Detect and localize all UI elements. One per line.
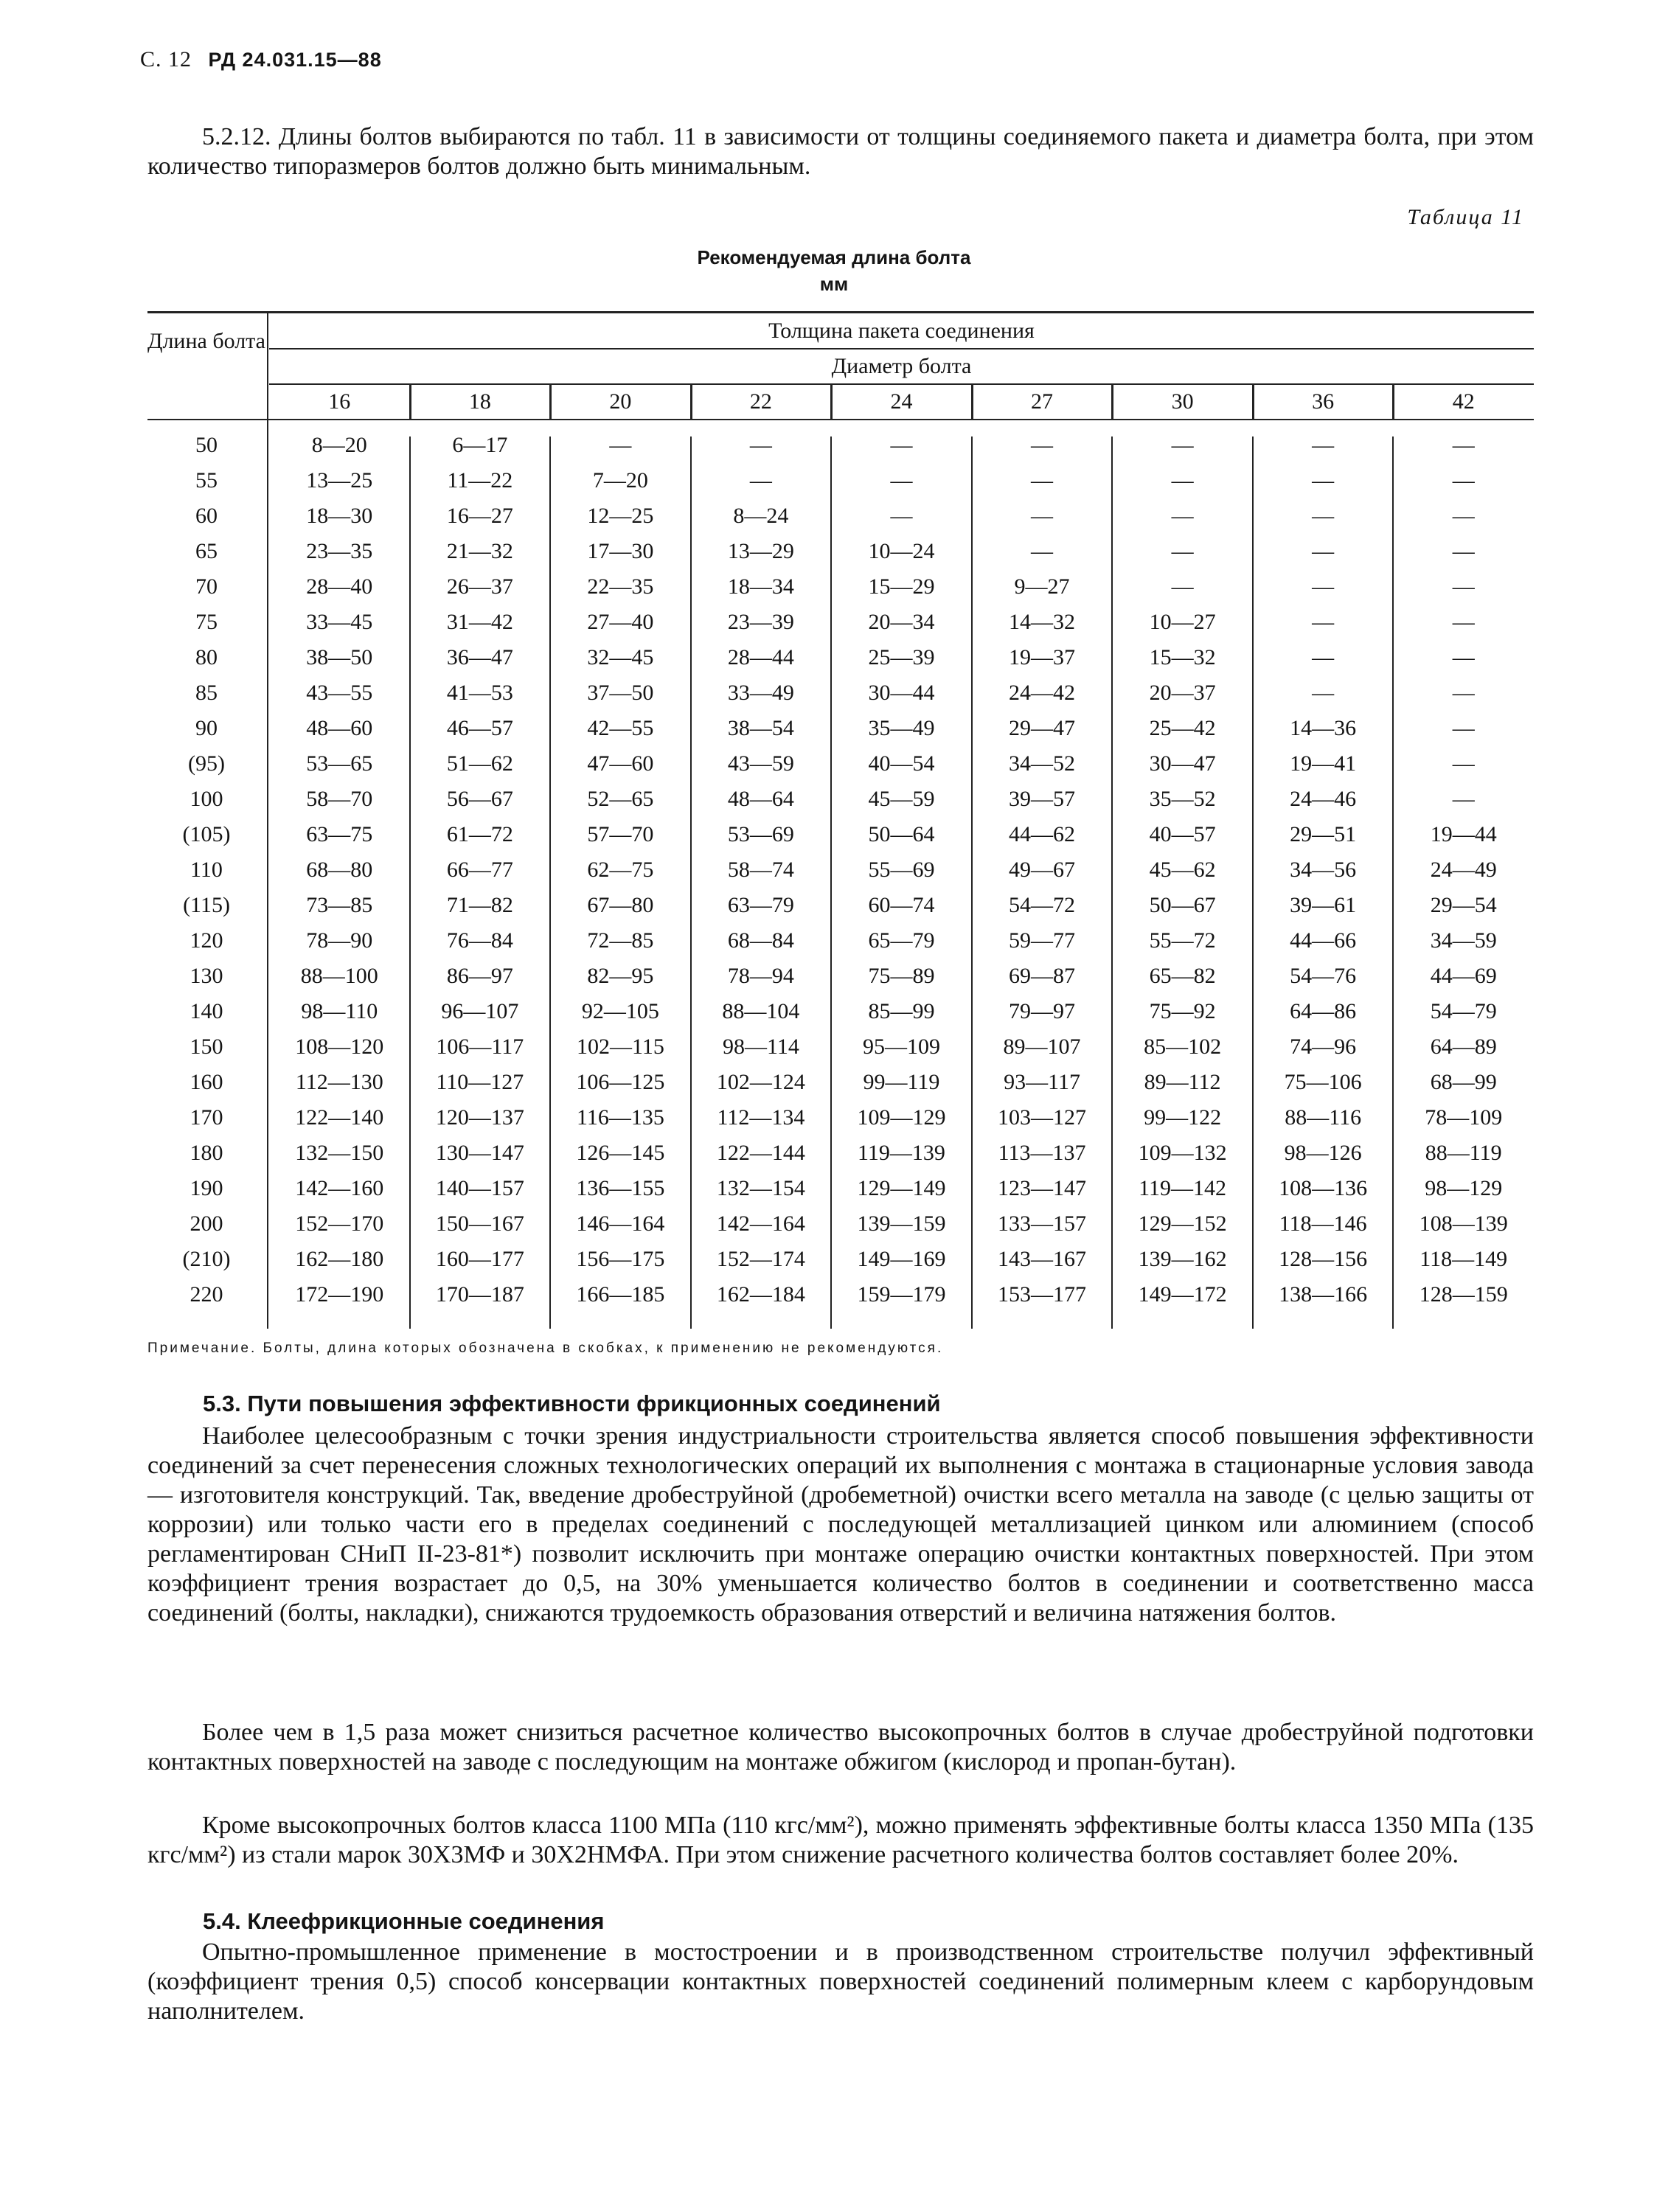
table-cell: — <box>1171 574 1194 599</box>
table-cell: 128—159 <box>1419 1282 1508 1307</box>
table-cell: — <box>1312 610 1335 634</box>
table-cell: 36—47 <box>446 645 513 669</box>
table-cell: 42—55 <box>587 716 654 740</box>
bolt-length-cell: (105) <box>182 822 231 846</box>
table-cell: 102—115 <box>576 1034 664 1059</box>
table-cell: 58—70 <box>306 787 373 811</box>
table-cell: 98—129 <box>1425 1176 1503 1200</box>
diameter-header-22: 22 <box>749 389 772 414</box>
table-cell: 67—80 <box>587 893 654 917</box>
header-column-divider <box>830 385 833 419</box>
table-cell: 44—69 <box>1430 964 1497 988</box>
table-cell: 39—57 <box>1009 787 1076 811</box>
table-cell: 152—174 <box>716 1247 805 1271</box>
table-cell: 89—112 <box>1144 1070 1221 1094</box>
table-cell: 61—72 <box>446 822 513 846</box>
table-cell: 75—89 <box>868 964 935 988</box>
table-cell: 66—77 <box>446 858 513 882</box>
table-cell: 32—45 <box>587 645 654 669</box>
bolt-length-cell: 55 <box>195 468 218 493</box>
table-cell: 132—154 <box>716 1176 805 1200</box>
table-cell: 38—54 <box>727 716 794 740</box>
table-cell: 79—97 <box>1009 999 1076 1023</box>
table-cell: — <box>1031 539 1054 563</box>
table-cell: 39—61 <box>1290 893 1357 917</box>
diameter-header-36: 36 <box>1312 389 1335 414</box>
table-cell: 57—70 <box>587 822 654 846</box>
row-header-label: Длина болта <box>147 329 265 353</box>
table-cell: — <box>609 433 632 457</box>
table-cell: 28—40 <box>306 574 373 599</box>
table-cell: — <box>1171 504 1194 528</box>
table-cell: 19—37 <box>1009 645 1076 669</box>
table-cell: 140—157 <box>435 1176 524 1200</box>
header-column-divider <box>409 385 411 419</box>
table-cell: 139—159 <box>857 1211 946 1236</box>
page-header <box>140 47 382 72</box>
diameter-header-42: 42 <box>1452 389 1475 414</box>
table-cell: 12—25 <box>587 504 654 528</box>
table-cell: 50—64 <box>868 822 935 846</box>
table-cell: 35—49 <box>868 716 935 740</box>
table-cell: 8—24 <box>733 504 789 528</box>
bolt-length-table <box>147 311 1534 1329</box>
table-cell: 112—130 <box>295 1070 383 1094</box>
table-cell: 17—30 <box>587 539 654 563</box>
table-cell: — <box>1452 504 1475 528</box>
table-cell: 122—140 <box>295 1105 384 1130</box>
table-cell: 159—179 <box>857 1282 946 1307</box>
table-cell: 110—127 <box>436 1070 524 1094</box>
table-cell: — <box>749 433 772 457</box>
table-cell: 20—37 <box>1149 681 1216 705</box>
diameter-header-24: 24 <box>890 389 913 414</box>
table-cell: — <box>1171 468 1194 493</box>
table-cell: — <box>1031 468 1054 493</box>
table-cell: 86—97 <box>446 964 513 988</box>
table-cell: 25—42 <box>1149 716 1216 740</box>
table-cell: 88—119 <box>1425 1141 1502 1165</box>
table-cell: 34—56 <box>1290 858 1357 882</box>
table-cell: 106—117 <box>436 1034 524 1059</box>
table-cell: 19—44 <box>1430 822 1497 846</box>
bolt-length-cell: 120 <box>190 928 223 953</box>
bolt-length-cell: (95) <box>188 751 225 776</box>
table-cell: — <box>1312 681 1335 705</box>
table-cell: 71—82 <box>446 893 513 917</box>
table-cell: 63—79 <box>727 893 794 917</box>
table-cell: 113—137 <box>998 1141 1086 1165</box>
table-cell: 132—150 <box>295 1141 384 1165</box>
table-cell: 40—57 <box>1149 822 1216 846</box>
table-cell: 54—72 <box>1009 893 1076 917</box>
table-cell: 108—139 <box>1419 1211 1508 1236</box>
intro-paragraph: 5.2.12. Длины болтов выбираются по табл. 11 в зависимости от толщины соединяемого пакета и диаметра болта, при этом количество типоразмеров болтов должно быть минимальным. <box>147 123 1534 180</box>
table-cell: 98—126 <box>1284 1141 1362 1165</box>
page-number: С. 12 <box>140 47 192 72</box>
table-cell: — <box>1312 468 1335 493</box>
table-cell: 46—57 <box>446 716 513 740</box>
sub-header: Диаметр болта <box>831 354 972 378</box>
bolt-length-cell: 80 <box>195 645 218 669</box>
table-cell: 126—145 <box>576 1141 665 1165</box>
table-cell: 18—34 <box>727 574 794 599</box>
table-cell: 146—164 <box>576 1211 665 1236</box>
table-cell: 24—46 <box>1290 787 1357 811</box>
table-cell: 16—27 <box>446 504 513 528</box>
bolt-length-cell: 60 <box>195 504 218 528</box>
table-cell: 99—119 <box>863 1070 940 1094</box>
table-cell: 53—65 <box>306 751 373 776</box>
table-cell: 49—67 <box>1009 858 1076 882</box>
table-cell: 156—175 <box>576 1247 665 1271</box>
table-cell: 128—156 <box>1279 1247 1368 1271</box>
table-cell: 138—166 <box>1279 1282 1368 1307</box>
table-cell: 31—42 <box>446 610 513 634</box>
table-cell: 98—114 <box>722 1034 799 1059</box>
table-cell: 34—59 <box>1430 928 1497 953</box>
table-cell: 99—122 <box>1144 1105 1222 1130</box>
bolt-length-cell: 75 <box>195 610 218 634</box>
table-cell: 69—87 <box>1009 964 1076 988</box>
table-cell: 25—39 <box>868 645 935 669</box>
table-cell: 50—67 <box>1149 893 1216 917</box>
table-cell: 43—55 <box>306 681 373 705</box>
table-cell: — <box>890 433 913 457</box>
header-column-divider <box>971 385 973 419</box>
header-column-divider <box>1111 385 1113 419</box>
table-cell: 96—107 <box>441 999 519 1023</box>
header-column-divider <box>690 385 692 419</box>
table-cell: 85—102 <box>1144 1034 1222 1059</box>
table-cell: 40—54 <box>868 751 935 776</box>
table-cell: — <box>1452 681 1475 705</box>
table-cell: 109—129 <box>857 1105 946 1130</box>
table-cell: 136—155 <box>576 1176 665 1200</box>
header-bottom-rule <box>147 419 1534 420</box>
section-5-3-paragraph-3: Кроме высокопрочных болтов класса 1100 МПа (110 кгс/мм²), можно применять эффективные болты класса 1350 МПа (135 кгс/мм²) из стали марок 30Х3МФ и 30Х2НМФА. При этом снижение расчетного количества болтов составляет более 20%. <box>147 1812 1534 1868</box>
table-cell: 10—27 <box>1149 610 1216 634</box>
table-cell: 24—42 <box>1009 681 1076 705</box>
table-unit: мм <box>819 273 849 295</box>
table-cell: 78—109 <box>1425 1105 1503 1130</box>
table-cell: 133—157 <box>998 1211 1087 1236</box>
table-cell: 14—32 <box>1009 610 1076 634</box>
table-cell: — <box>749 468 772 493</box>
table-cell: — <box>1452 539 1475 563</box>
diameter-header-20: 20 <box>609 389 632 414</box>
bolt-length-cell: 50 <box>195 433 218 457</box>
table-cell: 29—51 <box>1290 822 1357 846</box>
bolt-length-cell: 160 <box>190 1070 223 1094</box>
table-cell: 68—84 <box>727 928 794 953</box>
diameter-header-30: 30 <box>1171 389 1194 414</box>
table-cell: 170—187 <box>435 1282 524 1307</box>
table-cell: 143—167 <box>998 1247 1087 1271</box>
table-cell: — <box>1312 433 1335 457</box>
table-cell: 118—146 <box>1279 1211 1367 1236</box>
table-cell: 93—117 <box>1004 1070 1080 1094</box>
section-5-3-paragraph-2: Более чем в 1,5 раза может снизиться расчетное количество высокопрочных болтов в случае дробеструйной подготовки контактных поверхностей на заводе с последующим на монтаже обжигом (кислород и пропан-бутан). <box>147 1719 1534 1775</box>
sub-header-rule <box>269 383 1534 385</box>
table-cell: 76—84 <box>446 928 513 953</box>
table-cell: 119—142 <box>1139 1176 1227 1200</box>
table-cell: 55—69 <box>868 858 935 882</box>
table-cell: 18—30 <box>306 504 373 528</box>
table-cell: 64—89 <box>1430 1034 1497 1059</box>
table-cell: 150—167 <box>435 1211 524 1236</box>
table-cell: 166—185 <box>576 1282 665 1307</box>
table-cell: 38—50 <box>306 645 373 669</box>
table-cell: 95—109 <box>862 1034 940 1059</box>
table-cell: 51—62 <box>446 751 513 776</box>
table-cell: 78—90 <box>306 928 373 953</box>
table-cell: 172—190 <box>295 1282 384 1307</box>
table-cell: 11—22 <box>447 468 513 493</box>
table-cell: 23—39 <box>727 610 794 634</box>
table-cell: — <box>1312 539 1335 563</box>
table-cell: 75—92 <box>1149 999 1216 1023</box>
table-cell: — <box>1452 433 1475 457</box>
table-cell: 15—29 <box>868 574 935 599</box>
table-cell: 62—75 <box>587 858 654 882</box>
table-cell: 122—144 <box>716 1141 805 1165</box>
table-cell: — <box>1312 504 1335 528</box>
bolt-length-cell: 220 <box>190 1282 223 1307</box>
table-cell: 24—49 <box>1430 858 1497 882</box>
table-cell: 21—32 <box>446 539 513 563</box>
bolt-length-cell: 100 <box>190 787 223 811</box>
table-cell: 109—132 <box>1138 1141 1227 1165</box>
header-column-divider <box>1392 385 1394 419</box>
table-cell: — <box>890 468 913 493</box>
section-5-3-title: 5.3. Пути повышения эффективности фрикционных соединений <box>203 1391 941 1416</box>
table-cell: 28—44 <box>727 645 794 669</box>
table-cell: 149—169 <box>857 1247 946 1271</box>
table-cell: 88—100 <box>300 964 378 988</box>
table-cell: 20—34 <box>868 610 935 634</box>
table-cell: 35—52 <box>1149 787 1216 811</box>
table-cell: 44—66 <box>1290 928 1357 953</box>
table-cell: 116—135 <box>576 1105 664 1130</box>
table-cell: 48—60 <box>306 716 373 740</box>
table-cell: 129—152 <box>1138 1211 1227 1236</box>
table-cell: 64—86 <box>1290 999 1357 1023</box>
diameter-header-27: 27 <box>1031 389 1054 414</box>
table-cell: — <box>1452 468 1475 493</box>
bolt-length-cell: 150 <box>190 1034 223 1059</box>
table-cell: 10—24 <box>868 539 935 563</box>
section-5-3-paragraph-1: Наиболее целесообразным с точки зрения индустриальности строительства является способ повышения эффективности соединений за счет перенесения сложных технологических операций их выполнения с монтажа в стационарные условия завода — изготовителя конструкций. Так, введение дробеструйной (дробеметной) очистки всего металла на заводе (с целью защиты от коррозии) или только части его в пределах соединений с последующей металлизацией цинком или алюминием (способ регламентирован СНиП II-23-81*) позволит исключить при монтаже операцию очистки контактных поверхностей. При этом коэффициент трения возрастает до 0,5, на 30% уменьшается количество болтов в соединении и соответственно масса соединений (болты, накладки), снижаются трудоемкость образования отверстий и величина натяжения болтов. <box>147 1422 1534 1627</box>
table-cell: 162—184 <box>716 1282 805 1307</box>
table-cell: 68—80 <box>306 858 373 882</box>
table-cell: 13—25 <box>306 468 373 493</box>
table-cell: 129—149 <box>857 1176 946 1200</box>
header-column-divider <box>1252 385 1254 419</box>
row-header-divider <box>267 311 268 1329</box>
section-5-4-title: 5.4. Клеефрикционные соединения <box>203 1908 605 1934</box>
table-cell: 54—79 <box>1430 999 1497 1023</box>
table-cell: 123—147 <box>998 1176 1087 1200</box>
bolt-length-cell: 110 <box>190 858 223 882</box>
table-cell: 75—106 <box>1284 1070 1362 1094</box>
table-label: Таблица 11 <box>1407 205 1524 229</box>
table-cell: 63—75 <box>306 822 373 846</box>
table-cell: 48—64 <box>727 787 794 811</box>
table-cell: 14—36 <box>1290 716 1357 740</box>
table-cell: 59—77 <box>1009 928 1076 953</box>
table-cell: 88—116 <box>1285 1105 1362 1130</box>
table-cell: 33—49 <box>727 681 794 705</box>
table-cell: 130—147 <box>435 1141 524 1165</box>
table-cell: 142—164 <box>716 1211 805 1236</box>
table-cell: 149—172 <box>1138 1282 1227 1307</box>
bolt-length-cell: 85 <box>195 681 218 705</box>
bolt-length-cell: 65 <box>195 539 218 563</box>
table-cell: 37—50 <box>587 681 654 705</box>
table-cell: — <box>1452 645 1475 669</box>
table-cell: 73—85 <box>306 893 373 917</box>
table-cell: 112—134 <box>717 1105 805 1130</box>
bolt-length-cell: 90 <box>195 716 218 740</box>
table-cell: — <box>1171 433 1194 457</box>
diameter-header-16: 16 <box>328 389 351 414</box>
table-cell: 7—20 <box>592 468 648 493</box>
table-cell: 15—32 <box>1149 645 1216 669</box>
table-cell: 72—85 <box>587 928 654 953</box>
table-cell: 53—69 <box>727 822 794 846</box>
table-cell: 78—94 <box>727 964 794 988</box>
table-cell: 55—72 <box>1149 928 1216 953</box>
table-cell: 60—74 <box>868 893 935 917</box>
table-cell: 92—105 <box>581 999 659 1023</box>
table-cell: 102—124 <box>716 1070 805 1094</box>
table-cell: 152—170 <box>295 1211 384 1236</box>
table-cell: 30—44 <box>868 681 935 705</box>
table-cell: — <box>1031 433 1054 457</box>
table-cell: — <box>1452 574 1475 599</box>
table-cell: 106—125 <box>576 1070 665 1094</box>
table-top-rule <box>147 311 1534 313</box>
table-cell: 9—27 <box>1014 574 1070 599</box>
table-cell: 74—96 <box>1290 1034 1357 1059</box>
table-note: Примечание. Болты, длина которых обозначена в скобках, к применению не рекомендуются. <box>147 1340 944 1356</box>
header-column-divider <box>549 385 552 419</box>
table-cell: — <box>1031 504 1054 528</box>
table-cell: 34—52 <box>1009 751 1076 776</box>
table-cell: 142—160 <box>295 1176 384 1200</box>
table-cell: 103—127 <box>998 1105 1087 1130</box>
table-cell: 19—41 <box>1290 751 1357 776</box>
bolt-length-cell: (115) <box>183 893 230 917</box>
table-cell: 65—82 <box>1149 964 1216 988</box>
table-cell: 139—162 <box>1138 1247 1227 1271</box>
table-cell: 13—29 <box>727 539 794 563</box>
table-cell: 23—35 <box>306 539 373 563</box>
table-cell: 45—62 <box>1149 858 1216 882</box>
bolt-length-cell: 170 <box>190 1105 223 1130</box>
group-header: Толщина пакета соединения <box>768 319 1035 343</box>
bolt-length-cell: 130 <box>190 964 223 988</box>
table-cell: 29—47 <box>1009 716 1076 740</box>
table-cell: — <box>890 504 913 528</box>
table-cell: 6—17 <box>452 433 508 457</box>
bolt-length-cell: (210) <box>182 1247 231 1271</box>
table-cell: 120—137 <box>435 1105 524 1130</box>
table-cell: 33—45 <box>306 610 373 634</box>
table-cell: — <box>1171 539 1194 563</box>
table-cell: 108—120 <box>295 1034 384 1059</box>
table-cell: 43—59 <box>727 751 794 776</box>
bolt-length-cell: 190 <box>190 1176 223 1200</box>
table-cell: 162—180 <box>295 1247 384 1271</box>
bolt-length-cell: 140 <box>190 999 223 1023</box>
group-header-rule <box>269 348 1534 349</box>
document-code: РД 24.031.15—88 <box>208 49 382 71</box>
table-cell: 27—40 <box>587 610 654 634</box>
section-5-4-paragraph: Опытно-промышленное применение в мостостроении и в производственном строительстве получил эффективный (коэффициент трения 0,5) способ консервации контактных поверхностей соединений полимерным клеем с карборундовым наполнителем. <box>147 1938 1534 2025</box>
bolt-length-cell: 70 <box>195 574 218 599</box>
table-cell: 56—67 <box>446 787 513 811</box>
table-cell: — <box>1452 787 1475 811</box>
table-cell: 98—110 <box>301 999 378 1023</box>
table-cell: 119—139 <box>858 1141 945 1165</box>
table-cell: 44—62 <box>1009 822 1076 846</box>
table-cell: 82—95 <box>587 964 654 988</box>
table-cell: 68—99 <box>1430 1070 1497 1094</box>
table-title: Рекомендуемая длина болта <box>697 246 971 268</box>
table-cell: 30—47 <box>1149 751 1216 776</box>
bolt-length-cell: 180 <box>190 1141 223 1165</box>
bolt-length-cell: 200 <box>190 1211 223 1236</box>
table-cell: 118—149 <box>1419 1247 1508 1271</box>
table-cell: 41—53 <box>446 681 513 705</box>
table-cell: — <box>1312 574 1335 599</box>
table-cell: 88—104 <box>722 999 800 1023</box>
table-cell: — <box>1452 751 1475 776</box>
table-cell: 22—35 <box>587 574 654 599</box>
table-cell: 65—79 <box>868 928 935 953</box>
table-cell: 45—59 <box>868 787 935 811</box>
diameter-header-18: 18 <box>468 389 491 414</box>
table-cell: 8—20 <box>311 433 367 457</box>
table-cell: 47—60 <box>587 751 654 776</box>
table-cell: 58—74 <box>727 858 794 882</box>
table-cell: 26—37 <box>446 574 513 599</box>
table-cell: — <box>1452 610 1475 634</box>
table-cell: 85—99 <box>868 999 935 1023</box>
table-cell: — <box>1452 716 1475 740</box>
table-cell: 54—76 <box>1290 964 1357 988</box>
table-cell: 29—54 <box>1430 893 1497 917</box>
table-cell: 160—177 <box>435 1247 524 1271</box>
table-cell: 108—136 <box>1279 1176 1368 1200</box>
table-cell: 52—65 <box>587 787 654 811</box>
table-cell: 89—107 <box>1003 1034 1081 1059</box>
table-cell: 153—177 <box>998 1282 1087 1307</box>
table-cell: — <box>1312 645 1335 669</box>
